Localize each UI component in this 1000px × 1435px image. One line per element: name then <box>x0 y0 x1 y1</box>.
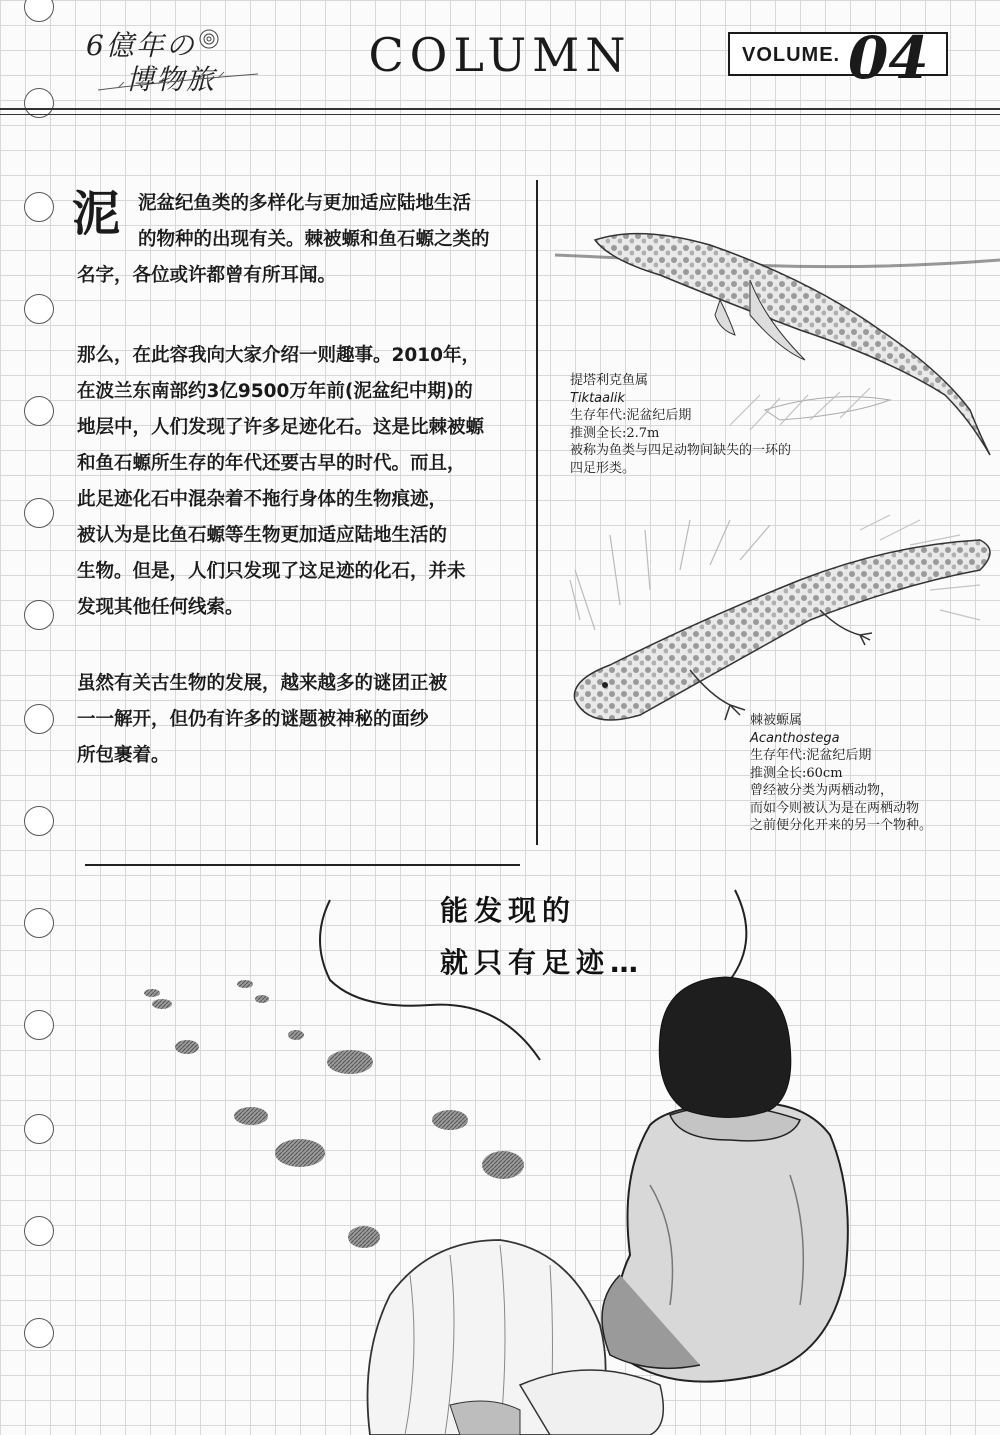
caption-note: 被称为鱼类与四足动物间缺失的一环的 <box>570 443 792 458</box>
acanthostega-caption <box>750 712 932 835</box>
volume-label: VOLUME. <box>742 44 841 66</box>
ammonite-icon <box>198 28 220 50</box>
intro-paragraph <box>138 186 528 258</box>
intro-paragraph-tail <box>77 258 527 294</box>
text-line: 此足迹化石中混杂着不拖行身体的生物痕迹， <box>77 489 448 510</box>
binder-hole <box>24 1216 54 1246</box>
caption-latin: Tiktaalik <box>570 390 625 406</box>
light-haired-girl-illustration <box>350 1235 670 1435</box>
binder-hole <box>24 396 54 426</box>
acanthostega-illustration <box>560 510 1000 740</box>
caption-name: 提塔利克鱼属 <box>570 373 649 388</box>
fern-icon <box>98 70 258 94</box>
volume-badge <box>728 24 948 92</box>
binder-hole <box>24 192 54 222</box>
text-line: 在波兰东南部约3亿9500万年前(泥盆纪中期)的 <box>77 381 473 402</box>
text-line: 虽然有关古生物的发展，越来越多的谜团正被 <box>77 673 448 694</box>
binder-hole <box>24 1010 54 1040</box>
binder-hole <box>24 806 54 836</box>
binder-hole <box>24 294 54 324</box>
caption-era: 生存年代:泥盆纪后期 <box>570 408 692 423</box>
section-divider <box>85 864 520 866</box>
caption-name: 棘被螈属 <box>750 713 803 728</box>
caption-note: 之前便分化开来的另一个物种。 <box>750 818 933 833</box>
binder-hole <box>24 1318 54 1348</box>
tiktaalik-caption <box>570 372 791 477</box>
text-line: 泥盆纪鱼类的多样化与更加适应陆地生活 <box>138 193 472 214</box>
drop-cap: 泥 <box>72 186 121 242</box>
caption-note: 曾经被分类为两栖动物， <box>750 783 894 798</box>
speech-text <box>440 885 644 989</box>
binder-hole <box>24 1114 54 1144</box>
speech-line: 能发现的 <box>440 894 577 927</box>
paragraph-3 <box>77 666 527 774</box>
caption-latin: Acanthostega <box>750 730 840 746</box>
header-rule <box>0 108 1000 110</box>
column-title: COLUMN <box>368 28 632 82</box>
header-rule <box>0 114 1000 115</box>
binder-hole <box>24 498 54 528</box>
text-line: 生物。但是，人们只发现了这足迹的化石，并未 <box>77 561 466 582</box>
text-line: 名字，各位或许都曾有所耳闻。 <box>77 265 337 286</box>
binder-hole <box>24 600 54 630</box>
text-line: 发现其他任何线索。 <box>77 597 244 618</box>
binder-hole <box>24 908 54 938</box>
volume-number: 04 <box>848 24 929 92</box>
caption-length: 推测全长:2.7m <box>570 425 660 441</box>
caption-note: 四足形类。 <box>570 460 636 476</box>
caption-length: 推测全长:60cm <box>750 765 843 781</box>
text-line: 地层中，人们发现了许多足迹化石。这是比棘被螈 <box>77 417 485 438</box>
logo-line2: 博物旅 <box>126 63 217 96</box>
caption-note: 而如今则被认为是在两栖动物 <box>750 800 920 816</box>
text-line: 的物种的出现有关。棘被螈和鱼石螈之类的 <box>138 229 490 250</box>
text-line: 被认为是比鱼石螈等生物更加适应陆地生活的 <box>77 525 448 546</box>
text-line: 和鱼石螈所生存的年代还要古早的时代。而且， <box>77 453 466 474</box>
binder-hole <box>24 0 54 22</box>
logo-line1: 6億年の <box>86 29 196 62</box>
text-line: 一一解开，但仍有许多的谜题被神秘的面纱 <box>77 709 429 730</box>
series-logo <box>78 22 258 94</box>
speech-line: 就只有足迹… <box>440 946 645 979</box>
paragraph-2 <box>77 338 527 626</box>
column-divider <box>536 180 538 845</box>
caption-era: 生存年代:泥盆纪后期 <box>750 748 872 763</box>
text-line: 所包裹着。 <box>77 745 170 766</box>
text-line: 那么，在此容我向大家介绍一则趣事。2010年， <box>77 345 480 366</box>
binder-hole <box>24 704 54 734</box>
